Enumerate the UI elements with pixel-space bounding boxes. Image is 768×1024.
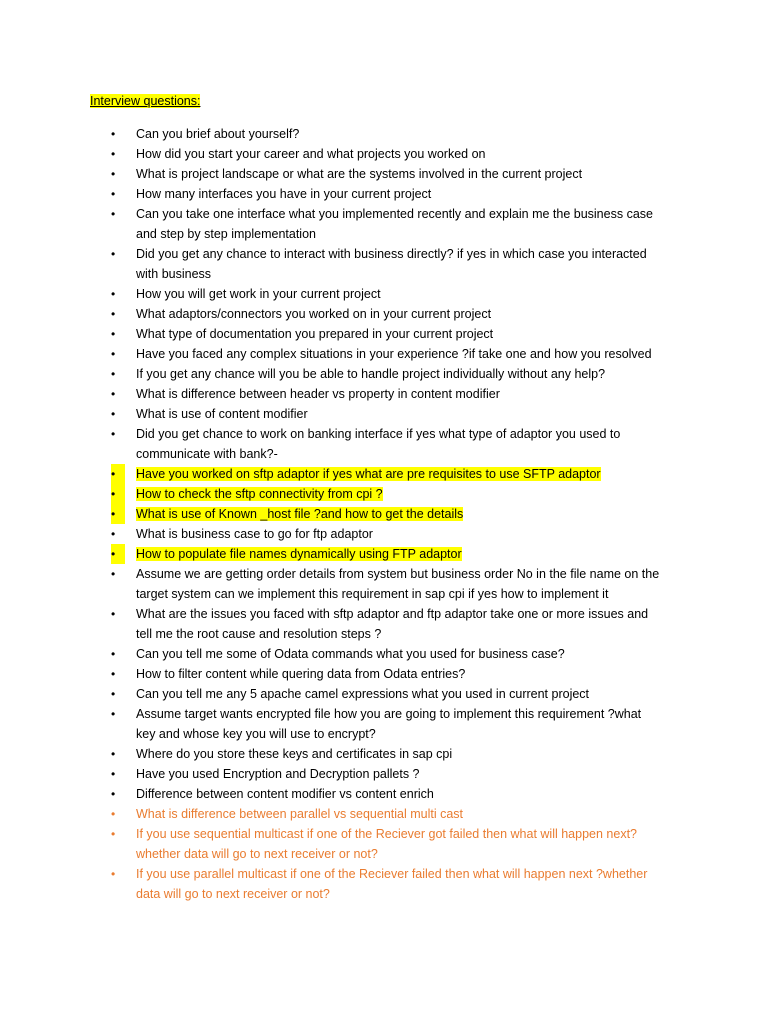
question-item [0, 324, 768, 344]
question-text: and step by step implementation [136, 227, 316, 241]
question-line [136, 584, 672, 604]
bullet-icon: • [111, 147, 116, 161]
question-text: Have you used Encryption and Decryption pallets ? [136, 767, 420, 781]
question-text: What is use of content modifier [136, 407, 308, 421]
bullet-icon: • [111, 544, 125, 564]
question-line [136, 864, 672, 884]
question-item [0, 464, 768, 484]
question-text: tell me the root cause and resolution steps ? [136, 627, 382, 641]
question-line [136, 164, 672, 184]
question-line [136, 884, 672, 904]
bullet-icon: • [111, 807, 116, 821]
question-text: Did you get chance to work on banking interface if yes what type of adaptor you used to [136, 427, 621, 441]
question-text: with business [136, 267, 212, 281]
question-item [0, 544, 768, 564]
question-line [136, 624, 672, 644]
question-text: If you use parallel multicast if one of the Reciever failed then what will happen next ?whether [136, 867, 648, 881]
question-text: How to filter content while quering data from Odata entries? [136, 667, 466, 681]
question-text: What is business case to go for ftp adaptor [136, 527, 373, 541]
question-line [136, 384, 672, 404]
question-text: Can you tell me some of Odata commands what you used for business case? [136, 647, 565, 661]
question-line [136, 424, 672, 444]
bullet-icon: • [111, 767, 116, 781]
bullet-icon: • [111, 347, 116, 361]
question-text: Have you worked on sftp adaptor if yes what are pre requisites to use SFTP adaptor [136, 467, 601, 481]
bullet-icon: • [111, 607, 116, 621]
question-text: How did you start your career and what projects you worked on [136, 147, 486, 161]
question-text: Did you get any chance to interact with business directly? if yes in which case you interacted [136, 247, 647, 261]
question-item [0, 384, 768, 404]
question-line [136, 304, 672, 324]
bullet-icon: • [111, 667, 116, 681]
question-text: How to check the sftp connectivity from cpi ? [136, 487, 383, 501]
question-text: How many interfaces you have in your current project [136, 187, 432, 201]
bullet-icon: • [111, 687, 116, 701]
question-line [136, 144, 672, 164]
bullet-icon: • [111, 827, 116, 841]
question-text: Assume target wants encrypted file how you are going to implement this requirement ?what [136, 707, 642, 721]
question-item [0, 284, 768, 304]
question-line [136, 264, 672, 284]
bullet-icon: • [111, 527, 116, 541]
question-item [0, 344, 768, 364]
question-line [136, 444, 672, 464]
question-text: target system can we implement this requirement in sap cpi if yes how to implement it [136, 587, 609, 601]
question-item [0, 744, 768, 764]
question-line [136, 544, 672, 564]
question-line [136, 844, 672, 864]
question-item [0, 524, 768, 544]
question-line [136, 364, 672, 384]
bullet-icon: • [111, 367, 116, 381]
question-line [136, 784, 672, 804]
bullet-icon: • [111, 127, 116, 141]
question-item [0, 644, 768, 664]
question-line [136, 244, 672, 264]
question-text: key and whose key you will use to encrypt? [136, 727, 376, 741]
bullet-icon: • [111, 247, 116, 261]
question-item [0, 484, 768, 504]
question-text: What is project landscape or what are the systems involved in the current project [136, 167, 583, 181]
bullet-icon: • [111, 647, 116, 661]
question-item [0, 704, 768, 744]
question-line [136, 524, 672, 544]
question-item [0, 204, 768, 244]
bullet-icon: • [111, 867, 116, 881]
question-text: Where do you store these keys and certificates in sap cpi [136, 747, 453, 761]
question-text: If you get any chance will you be able to handle project individually without any help? [136, 367, 606, 381]
question-line [136, 704, 672, 724]
question-line [136, 324, 672, 344]
question-line [136, 344, 672, 364]
question-item [0, 784, 768, 804]
bullet-icon: • [111, 787, 116, 801]
bullet-icon: • [111, 427, 116, 441]
question-item [0, 684, 768, 704]
question-line [136, 124, 672, 144]
bullet-icon: • [111, 567, 116, 581]
question-text: Can you tell me any 5 apache camel expressions what you used in current project [136, 687, 590, 701]
question-line [136, 224, 672, 244]
question-text: How to populate file names dynamically using FTP adaptor [136, 547, 462, 561]
document-heading [90, 93, 200, 109]
question-line [136, 464, 672, 484]
question-line [136, 284, 672, 304]
question-text: Assume we are getting order details from system but business order No in the file name on the [136, 567, 660, 581]
question-text: How you will get work in your current project [136, 287, 381, 301]
bullet-icon: • [111, 187, 116, 201]
question-line [136, 664, 672, 684]
question-text: What is difference between parallel vs sequential multi cast [136, 807, 464, 821]
heading-text: Interview questions: [90, 94, 201, 108]
question-item [0, 424, 768, 464]
question-item [0, 364, 768, 384]
bullet-icon: • [111, 407, 116, 421]
bullet-icon: • [111, 167, 116, 181]
bullet-icon: • [111, 707, 116, 721]
bullet-icon: • [111, 327, 116, 341]
question-line [136, 184, 672, 204]
question-item [0, 824, 768, 864]
question-line [136, 564, 672, 584]
question-line [136, 804, 672, 824]
question-item [0, 864, 768, 904]
question-item [0, 124, 768, 144]
question-text: Can you take one interface what you implemented recently and explain me the business case [136, 207, 653, 221]
question-text: Have you faced any complex situations in your experience ?if take one and how you resolved [136, 347, 652, 361]
question-text: What type of documentation you prepared in your current project [136, 327, 494, 341]
question-item [0, 184, 768, 204]
question-item [0, 304, 768, 324]
question-text: What are the issues you faced with sftp adaptor and ftp adaptor take one or more issues and [136, 607, 649, 621]
question-item [0, 144, 768, 164]
question-line [136, 724, 672, 744]
question-line [136, 404, 672, 424]
question-line [136, 764, 672, 784]
question-item [0, 804, 768, 824]
question-text: whether data will go to next receiver or not? [136, 847, 378, 861]
question-item [0, 764, 768, 784]
bullet-icon: • [111, 387, 116, 401]
question-line [136, 204, 672, 224]
question-line [136, 644, 672, 664]
question-item [0, 604, 768, 644]
question-item [0, 164, 768, 184]
question-line [136, 504, 672, 524]
bullet-icon: • [111, 207, 116, 221]
question-line [136, 744, 672, 764]
question-item [0, 564, 768, 604]
bullet-icon: • [111, 307, 116, 321]
bullet-icon: • [111, 464, 125, 484]
question-line [136, 824, 672, 844]
question-line [136, 684, 672, 704]
question-list [0, 124, 768, 904]
question-item [0, 244, 768, 284]
question-line [136, 484, 672, 504]
question-text: What adaptors/connectors you worked on in your current project [136, 307, 492, 321]
question-text: data will go to next receiver or not? [136, 887, 330, 901]
question-line [136, 604, 672, 624]
bullet-icon: • [111, 747, 116, 761]
bullet-icon: • [111, 484, 125, 504]
question-item [0, 664, 768, 684]
bullet-icon: • [111, 287, 116, 301]
question-text: communicate with bank?- [136, 447, 278, 461]
question-text: What is use of Known _host file ?and how to get the details [136, 507, 464, 521]
question-item [0, 504, 768, 524]
bullet-icon: • [111, 504, 125, 524]
question-text: What is difference between header vs property in content modifier [136, 387, 500, 401]
question-text: Difference between content modifier vs content enrich [136, 787, 434, 801]
question-text: Can you brief about yourself? [136, 127, 300, 141]
question-text: If you use sequential multicast if one of the Reciever got failed then what will happen next? [136, 827, 637, 841]
question-item [0, 404, 768, 424]
